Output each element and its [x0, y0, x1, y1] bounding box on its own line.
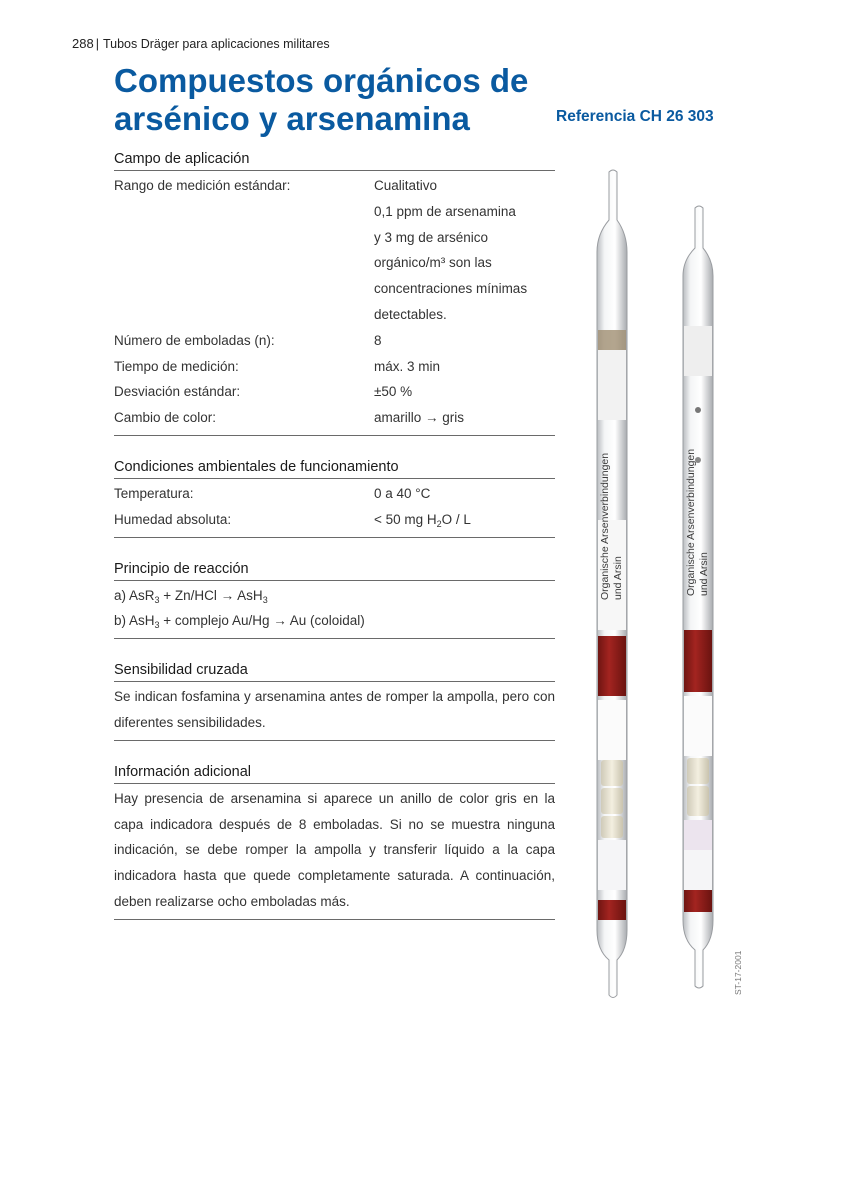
value-text: O / L	[441, 511, 471, 527]
formula-text: + complejo Au/Hg → Au (coloidal)	[159, 613, 365, 629]
value-line: y 3 mg de arsénico	[374, 229, 489, 245]
table-row	[114, 405, 555, 431]
row-value: 8	[374, 332, 382, 348]
reaction-line-a	[114, 583, 555, 609]
row-value: máx. 3 min	[374, 358, 441, 374]
reaction-section	[114, 558, 555, 640]
row-value: 0 a 40 °C	[374, 485, 431, 501]
section-title: Sensibilidad cruzada	[114, 659, 555, 682]
value-line: concentraciones mínimas	[374, 281, 528, 297]
row-label: Cambio de color:	[114, 410, 217, 426]
table-row	[114, 507, 555, 533]
formula-text: a) AsR	[114, 587, 155, 603]
additional-info-section	[114, 761, 555, 920]
value-line: orgánico/m³ son las	[374, 255, 492, 271]
page-title-line-2: arsénico y arsenamina	[114, 100, 470, 137]
table-row	[114, 379, 555, 405]
reaction-body	[114, 581, 555, 640]
ambient-section	[114, 456, 555, 538]
tube-label-line-1: Organische Arsenverbindungen	[599, 452, 611, 600]
page-number: 288	[72, 36, 94, 51]
section-title: Principio de reacción	[114, 558, 555, 581]
value-text: < 50 mg H	[374, 511, 437, 527]
running-header	[72, 36, 330, 51]
row-label: Temperatura:	[114, 485, 194, 501]
row-value: ±50 %	[374, 384, 413, 400]
page-title-line-1: Compuestos orgánicos de	[114, 62, 529, 99]
row-label: Tiempo de medición:	[114, 358, 239, 374]
row-label: Rango de medición estándar:	[114, 178, 291, 193]
tube-label-line-1: Organische Arsenverbindungen	[685, 448, 697, 596]
formula-text: b) AsH	[114, 613, 155, 629]
row-value	[374, 507, 555, 533]
row-label: Número de emboladas (n):	[114, 332, 275, 348]
cross-sensitivity-section	[114, 659, 555, 741]
reference-number: Referencia CH 26 303	[556, 108, 714, 125]
formula-text: + Zn/HCl → AsH	[159, 587, 263, 603]
section-title: Campo de aplicación	[114, 148, 555, 171]
photo-credit: ST-17-2001	[733, 950, 743, 995]
value-line: 0,1 ppm de arsenamina	[374, 203, 516, 219]
table-row	[114, 173, 555, 328]
tube-label-line-2: und Arsin	[698, 552, 710, 596]
value-line: detectables.	[374, 306, 447, 322]
ambient-table	[114, 479, 555, 538]
drager-tubes-photo	[575, 160, 775, 1020]
content-column	[114, 148, 555, 940]
table-row	[114, 354, 555, 380]
subscript: 3	[154, 620, 160, 631]
application-table	[114, 171, 555, 436]
row-value: amarillo → gris	[374, 410, 465, 426]
additional-info-body	[114, 784, 555, 920]
running-title: Tubos Dräger para aplicaciones militares	[102, 37, 330, 51]
value-line: Cualitativo	[374, 178, 438, 193]
row-value	[374, 173, 555, 328]
additional-info-text: Hay presencia de arsenamina si aparece un anillo de color gris en la capa indicadora después de 8 emboladas. Si no se muestra ninguna indicación, se debe romper la ampolla y transferir líquido a la capa indicadora hasta que quede completamente saturada. A continuación, deben realizarse ocho emboladas más.	[114, 790, 555, 909]
tube-right	[683, 206, 713, 988]
cross-sensitivity-body	[114, 682, 555, 741]
row-label: Humedad absoluta:	[114, 511, 232, 527]
tube-left	[597, 170, 627, 998]
cross-sensitivity-text: Se indican fosfamina y arsenamina antes de romper la ampolla, pero con diferentes sensibilidades.	[114, 689, 555, 730]
reaction-line-b	[114, 608, 555, 634]
header-separator: |	[95, 37, 99, 51]
page-title	[114, 62, 554, 138]
tube-label-line-2: und Arsin	[612, 556, 624, 600]
table-row	[114, 481, 555, 507]
subscript: 2	[436, 518, 442, 529]
subscript: 3	[154, 594, 160, 605]
row-label: Desviación estándar:	[114, 384, 241, 400]
section-title: Condiciones ambientales de funcionamiento	[114, 456, 555, 479]
table-row	[114, 328, 555, 354]
application-section	[114, 148, 555, 436]
subscript: 3	[262, 594, 268, 605]
section-title: Información adicional	[114, 761, 555, 784]
